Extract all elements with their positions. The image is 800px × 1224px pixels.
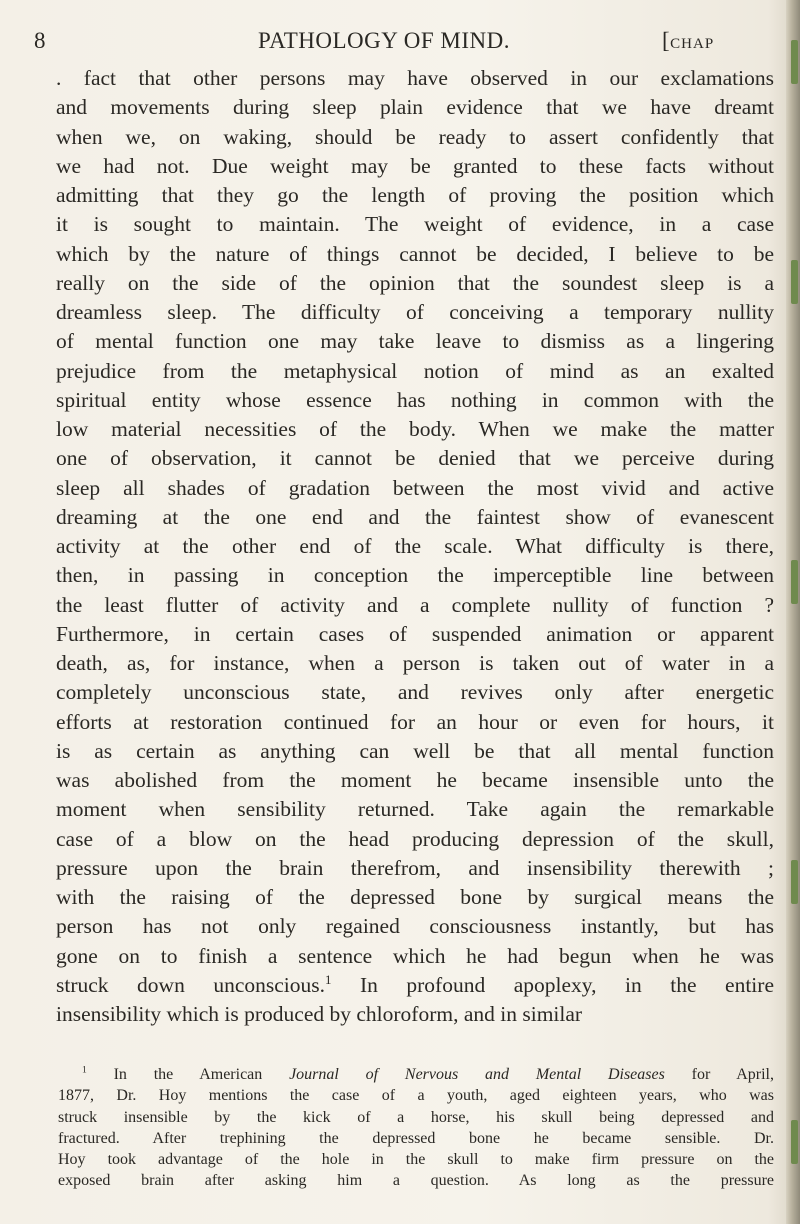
footnote-text: In the American	[86, 1066, 290, 1083]
footnote-line: exposed brain after asking him a question. As long as the pressure	[58, 1172, 774, 1190]
text-line: efforts at restoration continued for an hour or even for hours, it	[56, 709, 774, 734]
text-line: activity at the other end of the scale. What difficulty is there,	[56, 534, 774, 558]
text-line: completely unconscious state, and revives only after energetic	[56, 680, 774, 705]
text-line: death, as, for instance, when a person is taken out of water in a	[56, 651, 774, 675]
footnote-text: for April,	[664, 1066, 774, 1083]
text-line: sleep all shades of gradation between the most vivid and active	[56, 475, 774, 500]
text-line: and movements during sleep plain evidence that we have dreamt	[56, 95, 774, 120]
text-line: is as certain as anything can well be that all mental function	[56, 738, 774, 763]
page-edge-mark	[791, 40, 798, 84]
footnote-marker: 1	[82, 1064, 87, 1076]
text-line: spiritual entity whose essence has nothing in common with the	[56, 387, 774, 412]
footnote-line	[58, 1064, 774, 1085]
text-line: . fact that other persons may have observed in our exclamations	[56, 66, 774, 90]
page-edge-mark	[791, 860, 798, 904]
text-line: with the raising of the depressed bone by surgical means the	[56, 885, 774, 909]
running-title: PATHOLOGY OF MIND.	[258, 28, 511, 53]
page-number: 8	[34, 28, 46, 53]
text-line: which by the nature of things cannot be decided, I believe to be	[56, 241, 774, 266]
text-line: admitting that they go the length of proving the position which	[56, 183, 774, 207]
footnote-line: struck insensible by the kick of a horse, his skull being depressed and	[58, 1108, 774, 1126]
text-line: dreamless sleep. The difficulty of conceiving a temporary nullity	[56, 300, 774, 324]
chapter-mark-bracket: [	[662, 28, 671, 53]
chapter-mark-text: CHAP	[670, 36, 715, 52]
text-line: when we, on waking, should be ready to assert confidently that	[56, 124, 774, 149]
page-edge-mark	[791, 260, 798, 304]
footnote-line: fractured. After trephining the depressed bone he became sensible. Dr.	[58, 1129, 774, 1147]
text-line: Furthermore, in certain cases of suspended animation or apparent	[56, 621, 774, 646]
text-line: dreaming at the one end and the faintest show of evanescent	[56, 504, 774, 529]
text-line-rest: In profound apoplexy, in the entire	[331, 972, 774, 997]
running-header	[34, 28, 774, 58]
text-line: the least flutter of activity and a complete nullity of function ?	[56, 592, 774, 617]
footnote-reference: 1	[325, 972, 332, 987]
footnote-line: Hoy took advantage of the hole in the skull to make firm pressure on the	[58, 1151, 774, 1169]
text-line: insensibility which is produced by chloroform, and in similar	[56, 1002, 583, 1026]
text-line: low material necessities of the body. When we make the matter	[56, 417, 774, 441]
page-edge-mark	[791, 560, 798, 604]
text-line: case of a blow on the head producing depression of the skull,	[56, 826, 774, 851]
text-line: prejudice from the metaphysical notion of mind as an exalted	[56, 358, 774, 383]
text-line: really on the side of the opinion that the soundest sleep is a	[56, 270, 774, 295]
text-line	[56, 971, 774, 1000]
page-edge-mark	[791, 1120, 798, 1164]
text-line: gone on to finish a sentence which he had begun when he was	[56, 943, 774, 968]
text-line: then, in passing in conception the imperceptible line between	[56, 563, 774, 588]
text-line: was abolished from the moment he became insensible unto the	[56, 768, 774, 792]
footnote-block	[58, 1064, 774, 1192]
chapter-mark	[662, 28, 714, 54]
page-edge-strip	[786, 0, 800, 1224]
journal-title: Journal of Nervous and Mental Diseases	[289, 1066, 665, 1083]
text-line: pressure upon the brain therefrom, and insensibility therewith ;	[56, 855, 774, 880]
body-text	[56, 64, 774, 1029]
text-line: moment when sensibility returned. Take again the remarkable	[56, 797, 774, 822]
text-line-start: struck down unconscious.	[56, 972, 326, 997]
footnote-line: 1877, Dr. Hoy mentions the case of a youth, aged eighteen years, who was	[58, 1087, 774, 1105]
text-line: person has not only regained consciousness instantly, but has	[56, 914, 774, 939]
text-line: of mental function one may take leave to dismiss as a lingering	[56, 329, 774, 354]
text-line: one of observation, it cannot be denied that we perceive during	[56, 446, 774, 471]
text-line: we had not. Due weight may be granted to these facts without	[56, 153, 774, 178]
text-line: it is sought to maintain. The weight of evidence, in a case	[56, 212, 774, 237]
